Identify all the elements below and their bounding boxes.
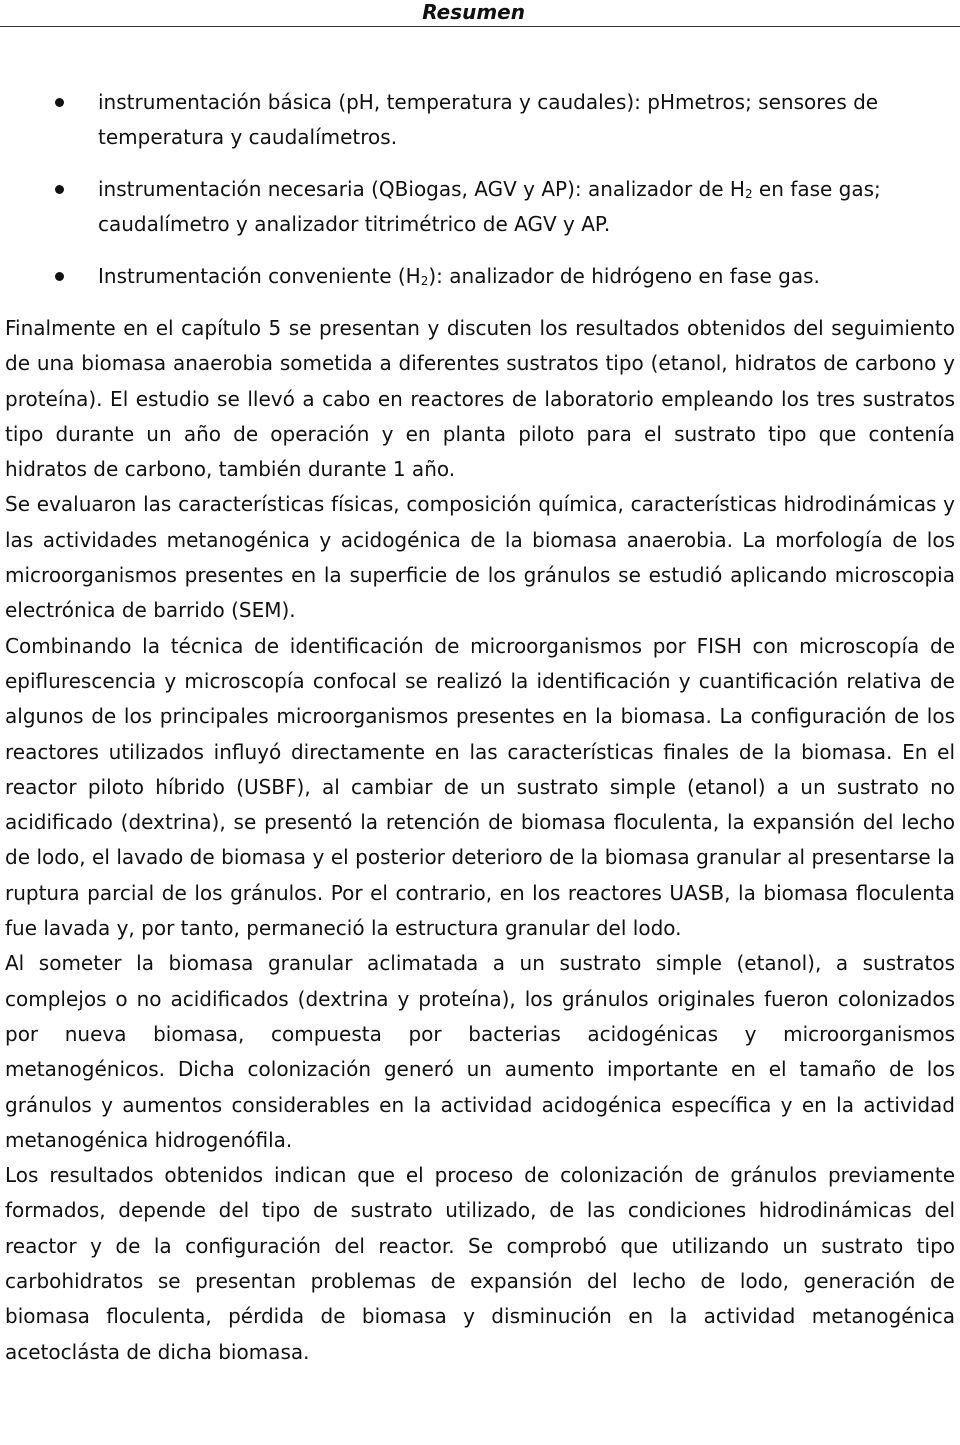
list-item xyxy=(0,85,960,155)
subscript: 2 xyxy=(744,187,753,201)
list-item-text-before: Instrumentación conveniente (H xyxy=(98,264,421,288)
paragraph: Al someter la biomasa granular aclimatada a un sustrato simple (etanol), a sustratos complejos o no acidificados (dextrina y proteína), los gránulos originales fueron colonizados por nueva biomasa, compuesta por bacterias acidogénicas y microorganismos metanogénicos. Dicha colonización generó un aumento importante en el tamaño de los gránulos y aumentos considerables en la actividad acidogénica específica y en la actividad metanogénica hidrogenófila. xyxy=(5,951,955,1152)
list-item-text-after: ): analizador de hidrógeno en fase gas. xyxy=(428,264,820,288)
page-header xyxy=(0,0,960,27)
paragraph: Finalmente en el capítulo 5 se presentan y discuten los resultados obtenidos del seguimiento de una biomasa anaerobia sometida a diferentes sustratos tipo (etanol, hidratos de carbono y proteína). El estudio se llevó a cabo en reactores de laboratorio empleando los tres sustratos tipo durante un año de operación y en planta piloto para el sustrato tipo que contenía hidratos de carbono, también durante 1 año. xyxy=(5,316,955,482)
list-item-text-before: instrumentación necesaria (QBiogas, AGV y AP): analizador de H xyxy=(98,177,745,201)
header-title: Resumen xyxy=(422,0,525,24)
bullet-icon xyxy=(55,98,64,107)
instrumentation-list xyxy=(0,85,960,294)
list-item xyxy=(0,172,960,242)
list-item-text-after: en fase gas; caudalímetro y analizador titrimétrico de AGV y AP. xyxy=(98,177,881,236)
paragraph: Los resultados obtenidos indican que el proceso de colonización de gránulos previamente formados, depende del tipo de sustrato utilizado, de las condiciones hidrodinámicas del reactor y de la configuración del reactor. Se comprobó que utilizando un sustrato tipo carbohidratos se presentan problemas de expansión del lecho de lodo, generación de biomasa floculenta, pérdida de biomasa y disminución en la actividad metanogénica acetoclásta de dicha biomasa. xyxy=(5,1163,955,1364)
paragraph: Combinando la técnica de identificación de microorganismos por FISH con microscopía de epiflurescencia y microscopía confocal se realizó la identificación y cuantificación relativa de algunos de los principales microorganismos presentes en la biomasa. La configuración de los reactores utilizados influyó directamente en las características finales de la biomasa. En el reactor piloto híbrido (USBF), al cambiar de un sustrato simple (etanol) a un sustrato no acidificado (dextrina), se presentó la retención de biomasa floculenta, la expansión del lecho de lodo, el lavado de biomasa y el posterior deterioro de la biomasa granular al presentarse la ruptura parcial de los gránulos. Por el contrario, en los reactores UASB, la biomasa floculenta fue lavada y, por tanto, permaneció la estructura granular del lodo. xyxy=(5,633,955,941)
list-item xyxy=(0,259,960,294)
bullet-icon xyxy=(55,185,64,194)
body-text xyxy=(5,311,955,1370)
list-item-text: instrumentación básica (pH, temperatura y caudales): pHmetros; sensores de temperatura y caudalímetros. xyxy=(98,90,879,149)
paragraph: Se evaluaron las características físicas, composición química, características hidrodinámicas y las actividades metanogénica y acidogénica de la biomasa anaerobia. La morfología de los microorganismos presentes en la superficie de los gránulos se estudió aplicando microscopia electrónica de barrido (SEM). xyxy=(5,492,955,623)
subscript: 2 xyxy=(420,274,429,288)
bullet-icon xyxy=(55,272,64,281)
